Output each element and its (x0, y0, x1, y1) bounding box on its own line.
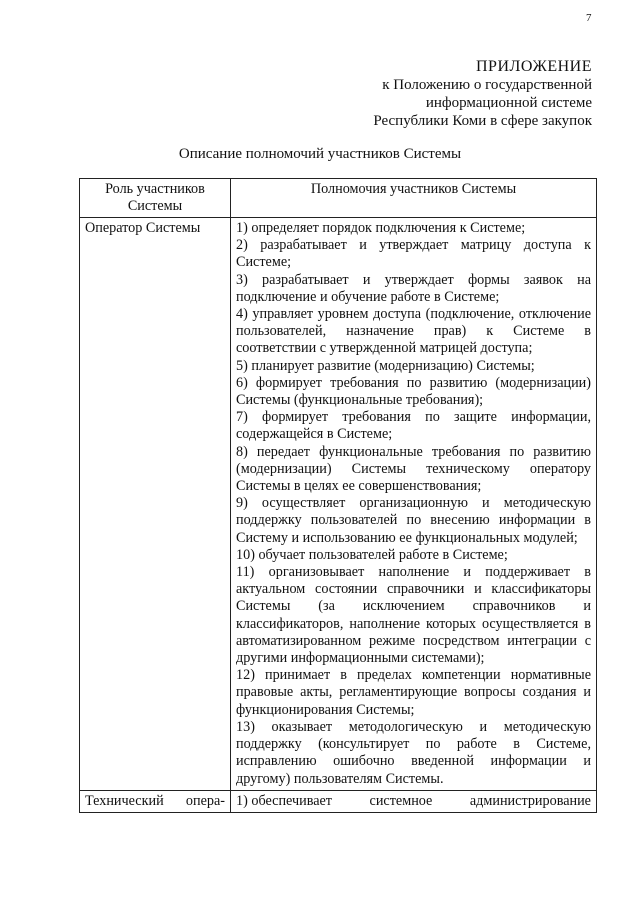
duty-item: 10) обучает пользователей работе в Системе; (236, 546, 508, 563)
table-row-partial (80, 790, 597, 812)
duty-item: 13) оказывает методологическую и методическую поддержку (консультирует по работе в Системе, исправлению ошибочно введенной информации и другому) пользователям Системы. (236, 718, 591, 787)
duty-item: 12) принимает в пределах компетенции нормативные правовые акты, регламентирующие вопросы создания и функционирования Системы; (236, 667, 591, 718)
duties-cell (231, 218, 597, 791)
table-header-row (80, 179, 597, 218)
duty-item: 6) формирует требования по развитию (модернизации) Системы (функциональные требования); (236, 374, 591, 409)
role-word: опера- (185, 792, 225, 809)
duty-word: администрирование (469, 792, 591, 809)
document-title: Описание полномочий участников Системы (178, 146, 462, 162)
appendix-line: к Положению о государственной (382, 77, 592, 93)
appendix-header (262, 58, 592, 130)
header-role: Роль участников Системы (80, 179, 231, 218)
role-word: Технический (85, 792, 164, 809)
duty-word: системное (369, 792, 433, 809)
roles-table (79, 178, 597, 813)
duty-item: 5) планирует развитие (модернизацию) Системы; (236, 357, 535, 374)
appendix-line: информационной системе (425, 95, 592, 111)
role-cell (80, 790, 231, 812)
duty-item: 7) формирует требования по защите информации, содержащейся в Системе; (236, 409, 591, 443)
duties-cell (231, 790, 597, 812)
appendix-heading: ПРИЛОЖЕНИЕ (475, 58, 592, 75)
duty-item: 1) определяет порядок подключения к Системе; (236, 220, 526, 236)
page-number: 7 (586, 12, 592, 24)
duty-item: 4) управляет уровнем доступа (подключение, отключение пользователей, назначение прав) к Системе в соответствии с утвержденной матрицей доступа; (236, 306, 591, 357)
duty-item: 3) разрабатывает и утверждает формы заявок на подключение и обучение работе в Системе; (236, 271, 591, 305)
appendix-line: Республики Коми в сфере закупок (373, 113, 592, 129)
duty-word: 1) обеспечивает (236, 792, 333, 809)
duty-item: 8) передает функциональные требования по развитию (модернизации) Системы техническому оператору Системы в целях ее совершенствования; (236, 443, 591, 495)
table-row (80, 218, 597, 791)
duty-item: 2) разрабатывает и утверждает матрицу доступа к Системе; (236, 237, 591, 271)
duty-item: 11) организовывает наполнение и поддерживает в актуальном состоянии справочники и классификаторы Системы (за исключением справочников и классификаторов, наполнение которых осуществляется в автоматизированном режиме посредством интеграции с другими информационными системами); (236, 564, 591, 667)
duty-item: 9) осуществляет организационную и методическую поддержку пользователей по внесению информации в Систему и использованию ее функциональных модулей; (236, 495, 591, 546)
role-cell: Оператор Системы (80, 218, 231, 791)
header-duties: Полномочия участников Системы (231, 179, 597, 218)
